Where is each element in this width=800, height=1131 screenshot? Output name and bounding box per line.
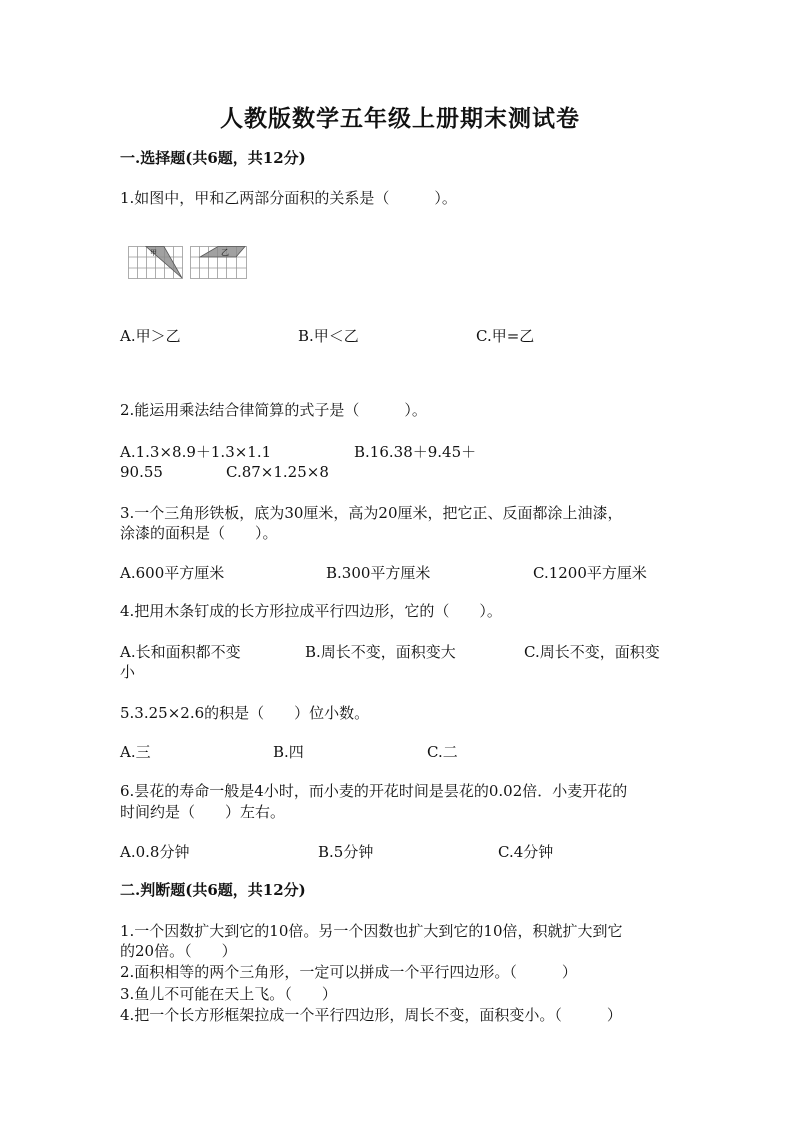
- question-1-stem: 1.如图中，甲和乙两部分面积的关系是（ ）。: [120, 189, 457, 207]
- question-6-stem-line-1: 6.昙花的寿命一般是4小时，而小麦的开花时间是昙花的0.02倍．小麦开花的: [120, 782, 628, 800]
- question-4-option-c-continued: 小: [120, 663, 136, 681]
- question-1-option-a: A.甲＞乙: [120, 327, 181, 345]
- question-2-stem: 2.能运用乘法结合律简算的式子是（ ）。: [120, 401, 427, 419]
- question-6-option-c: C.4分钟: [498, 843, 554, 861]
- question-3-stem-line-2: 涂漆的面积是（ ）。: [120, 524, 278, 542]
- question-2-option-c: C.87×1.25×8: [226, 463, 329, 481]
- section-heading-true-false: 二.判断题(共6题，共12分): [120, 881, 306, 899]
- question-4-stem: 4.把用木条钉成的长方形拉成平行四边形，它的（ ）。: [120, 602, 502, 620]
- true-false-item: 2.面积相等的两个三角形，一定可以拼成一个平行四边形。（ ）: [120, 963, 577, 981]
- figure-label-jia: 甲: [150, 249, 157, 257]
- question-6-option-b: B.5分钟: [318, 843, 374, 861]
- question-5-option-b: B.四: [273, 743, 304, 761]
- question-6-option-a: A.0.8分钟: [120, 843, 190, 861]
- figure-label-yi: 乙: [221, 248, 229, 257]
- question-1-option-b: B.甲＜乙: [298, 327, 359, 345]
- question-5-option-c: C.二: [427, 743, 458, 761]
- true-false-item: 4.把一个长方形框架拉成一个平行四边形，周长不变，面积变小。（ ）: [120, 1006, 622, 1024]
- true-false-item: 3.鱼儿不可能在天上飞。（ ）: [120, 985, 337, 1003]
- true-false-item: 1.一个因数扩大到它的10倍。另一个因数也扩大到它的10倍，积就扩大到它: [120, 922, 623, 940]
- question-1-figure: [128, 246, 248, 284]
- question-3-option-b: B.300平方厘米: [326, 564, 431, 582]
- question-2-option-a: A.1.3×8.9＋1.3×1.1: [120, 443, 272, 461]
- page-title: 人教版数学五年级上册期末测试卷: [220, 105, 580, 132]
- true-false-item: 的20倍。（ ）: [120, 942, 237, 960]
- question-4-option-b: B.周长不变，面积变大: [305, 643, 456, 661]
- question-4-option-a: A.长和面积都不变: [120, 643, 241, 661]
- question-2-option-b-continued: 90.55: [120, 463, 163, 481]
- question-4-option-c: C.周长不变，面积变: [524, 643, 660, 661]
- question-1-option-c: C.甲=乙: [476, 327, 535, 345]
- question-3-option-a: A.600平方厘米: [120, 564, 225, 582]
- question-3-option-c: C.1200平方厘米: [533, 564, 647, 582]
- question-3-stem-line-1: 3.一个三角形铁板，底为30厘米，高为20厘米，把它正、反面都涂上油漆，: [120, 504, 623, 522]
- section-heading-multiple-choice: 一.选择题(共6题，共12分): [120, 149, 306, 167]
- question-2-option-b: B.16.38＋9.45＋: [354, 443, 477, 461]
- question-5-option-a: A.三: [120, 743, 151, 761]
- question-6-stem-line-2: 时间约是（ ）左右。: [120, 803, 286, 821]
- question-5-stem: 5.3.25×2.6的积是（ ）位小数。: [120, 704, 370, 722]
